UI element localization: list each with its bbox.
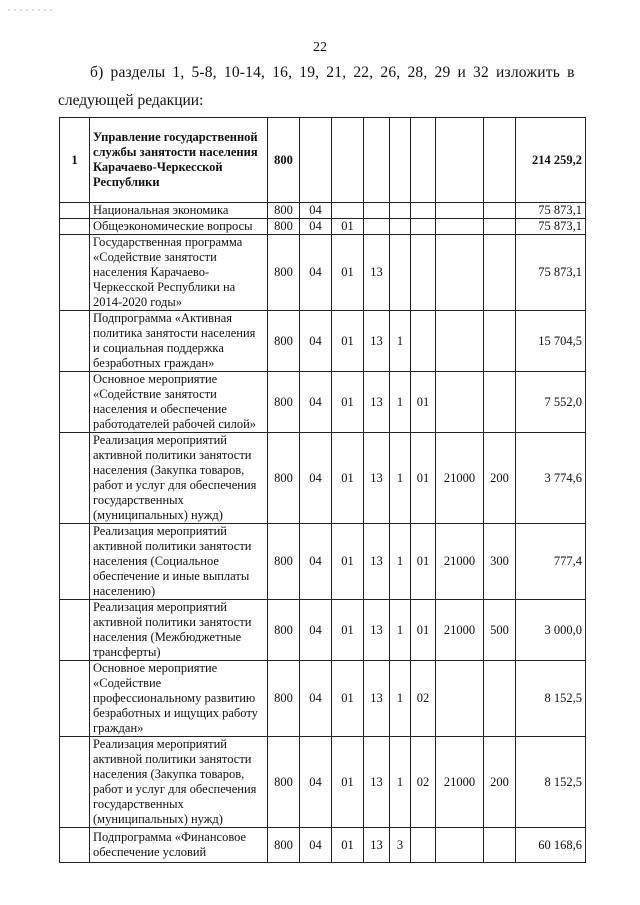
row-program-cell: 13 (364, 311, 390, 372)
row-subprogram-cell (390, 235, 411, 311)
page-number: 22 (313, 40, 327, 55)
row-grbs-cell: 800 (268, 235, 300, 311)
row-direction-cell (436, 828, 484, 863)
row-subsection-cell: 01 (332, 235, 364, 311)
row-direction-cell: 21000 (436, 524, 484, 600)
row-subsection-cell (332, 118, 364, 203)
row-event-cell (411, 311, 436, 372)
row-number-cell (60, 600, 90, 661)
row-section-cell: 04 (300, 235, 332, 311)
row-event-cell (411, 203, 436, 219)
row-subsection-cell: 01 (332, 219, 364, 235)
table-row (60, 737, 586, 828)
row-amount-cell: 8 152,5 (516, 661, 586, 737)
row-event-cell: 02 (411, 737, 436, 828)
row-direction-cell (436, 661, 484, 737)
table-row (60, 433, 586, 524)
row-amount-cell: 75 873,1 (516, 235, 586, 311)
row-expense-type-cell: 200 (484, 737, 516, 828)
row-name-cell: Общеэкономические вопросы (90, 219, 268, 235)
table-row (60, 661, 586, 737)
row-number-cell (60, 203, 90, 219)
row-program-cell: 13 (364, 828, 390, 863)
row-event-cell: 01 (411, 372, 436, 433)
table-row (60, 118, 586, 203)
row-subsection-cell: 01 (332, 828, 364, 863)
row-grbs-cell: 800 (268, 203, 300, 219)
row-number-cell (60, 737, 90, 828)
row-grbs-cell: 800 (268, 433, 300, 524)
row-direction-cell (436, 219, 484, 235)
row-subprogram-cell (390, 219, 411, 235)
row-amount-cell: 60 168,6 (516, 828, 586, 863)
row-subprogram-cell (390, 118, 411, 203)
row-section-cell: 04 (300, 311, 332, 372)
row-amount-cell: 3 000,0 (516, 600, 586, 661)
row-number-cell (60, 661, 90, 737)
row-subprogram-cell: 1 (390, 737, 411, 828)
row-subprogram-cell: 1 (390, 600, 411, 661)
row-program-cell (364, 118, 390, 203)
row-subprogram-cell: 1 (390, 524, 411, 600)
row-number-cell (60, 311, 90, 372)
row-section-cell: 04 (300, 828, 332, 863)
row-subsection-cell: 01 (332, 737, 364, 828)
row-subprogram-cell: 3 (390, 828, 411, 863)
row-number-cell: 1 (60, 118, 90, 203)
row-section-cell: 04 (300, 661, 332, 737)
table-row (60, 372, 586, 433)
row-subprogram-cell: 1 (390, 661, 411, 737)
row-expense-type-cell (484, 203, 516, 219)
row-expense-type-cell: 300 (484, 524, 516, 600)
row-direction-cell (436, 372, 484, 433)
row-event-cell: 01 (411, 433, 436, 524)
row-grbs-cell: 800 (268, 661, 300, 737)
row-expense-type-cell (484, 219, 516, 235)
row-name-cell: Реализация мероприятий активной политики занятости населения (Социальное обеспечение и иные выплаты населению) (90, 524, 268, 600)
row-name-cell: Реализация мероприятий активной политики занятости населения (Закупка товаров, работ и услуг для обеспечения государственных (муниципальных) нужд) (90, 433, 268, 524)
row-number-cell (60, 433, 90, 524)
row-grbs-cell: 800 (268, 828, 300, 863)
row-name-cell: Подпрограмма «Активная политика занятости населения и социальная поддержка безработных граждан» (90, 311, 268, 372)
row-direction-cell (436, 118, 484, 203)
row-subsection-cell: 01 (332, 600, 364, 661)
row-amount-cell: 8 152,5 (516, 737, 586, 828)
row-expense-type-cell: 200 (484, 433, 516, 524)
row-program-cell: 13 (364, 661, 390, 737)
row-section-cell: 04 (300, 372, 332, 433)
row-name-cell: Подпрограмма «Финансовое обеспечение условий (90, 828, 268, 863)
row-expense-type-cell (484, 372, 516, 433)
row-section-cell: 04 (300, 524, 332, 600)
table-row (60, 600, 586, 661)
row-grbs-cell: 800 (268, 600, 300, 661)
row-amount-cell: 214 259,2 (516, 118, 586, 203)
table-row (60, 235, 586, 311)
row-number-cell (60, 524, 90, 600)
row-direction-cell: 21000 (436, 737, 484, 828)
row-subsection-cell: 01 (332, 372, 364, 433)
row-direction-cell (436, 311, 484, 372)
row-event-cell: 01 (411, 524, 436, 600)
row-section-cell (300, 118, 332, 203)
row-name-cell: Национальная экономика (90, 203, 268, 219)
row-number-cell (60, 235, 90, 311)
row-expense-type-cell (484, 118, 516, 203)
intro-text-line-1: б) разделы 1, 5-8, 10-14, 16, 19, 21, 22, 26, 28, 29 и 32 изложить в (90, 64, 575, 81)
row-grbs-cell: 800 (268, 219, 300, 235)
row-program-cell: 13 (364, 372, 390, 433)
row-program-cell: 13 (364, 524, 390, 600)
row-subsection-cell: 01 (332, 524, 364, 600)
row-number-cell (60, 828, 90, 863)
row-subsection-cell: 01 (332, 311, 364, 372)
row-amount-cell: 75 873,1 (516, 219, 586, 235)
row-program-cell (364, 219, 390, 235)
row-direction-cell (436, 235, 484, 311)
row-subsection-cell (332, 203, 364, 219)
row-subsection-cell: 01 (332, 433, 364, 524)
table-row (60, 311, 586, 372)
row-subprogram-cell: 1 (390, 311, 411, 372)
row-name-cell: Основное мероприятие «Содействие занятости населения и обеспечение работодателей рабочей силой» (90, 372, 268, 433)
row-name-cell: Реализация мероприятий активной политики занятости населения (Закупка товаров, работ и услуг для обеспечения государственных (муниципальных) нужд) (90, 737, 268, 828)
row-section-cell: 04 (300, 600, 332, 661)
table-row (60, 203, 586, 219)
row-program-cell: 13 (364, 235, 390, 311)
row-expense-type-cell (484, 235, 516, 311)
row-event-cell (411, 219, 436, 235)
row-program-cell: 13 (364, 737, 390, 828)
row-program-cell (364, 203, 390, 219)
row-amount-cell: 3 774,6 (516, 433, 586, 524)
row-name-cell: Управление государственной службы занятости населения Карачаево-Черкесской Республики (90, 118, 268, 203)
row-amount-cell: 15 704,5 (516, 311, 586, 372)
row-name-cell: Реализация мероприятий активной политики занятости населения (Межбюджетные трансферты) (90, 600, 268, 661)
budget-table (59, 117, 586, 863)
row-expense-type-cell: 500 (484, 600, 516, 661)
row-event-cell (411, 828, 436, 863)
row-event-cell (411, 235, 436, 311)
row-event-cell: 01 (411, 600, 436, 661)
budget-table-body (60, 118, 586, 863)
table-row (60, 524, 586, 600)
row-grbs-cell: 800 (268, 737, 300, 828)
row-expense-type-cell (484, 311, 516, 372)
row-subprogram-cell (390, 203, 411, 219)
row-grbs-cell: 800 (268, 524, 300, 600)
row-section-cell: 04 (300, 433, 332, 524)
intro-text-line-2: следующей редакции: (58, 92, 204, 109)
row-direction-cell: 21000 (436, 600, 484, 661)
table-row (60, 219, 586, 235)
row-section-cell: 04 (300, 219, 332, 235)
row-amount-cell: 75 873,1 (516, 203, 586, 219)
row-section-cell: 04 (300, 737, 332, 828)
scan-artifact-mark (8, 6, 56, 14)
row-section-cell: 04 (300, 203, 332, 219)
row-direction-cell (436, 203, 484, 219)
table-row (60, 828, 586, 863)
row-subsection-cell: 01 (332, 661, 364, 737)
row-grbs-cell: 800 (268, 372, 300, 433)
row-amount-cell: 7 552,0 (516, 372, 586, 433)
row-grbs-cell: 800 (268, 311, 300, 372)
row-event-cell (411, 118, 436, 203)
row-number-cell (60, 372, 90, 433)
row-amount-cell: 777,4 (516, 524, 586, 600)
row-grbs-cell: 800 (268, 118, 300, 203)
row-direction-cell: 21000 (436, 433, 484, 524)
row-expense-type-cell (484, 661, 516, 737)
row-name-cell: Основное мероприятие «Содействие профессиональному развитию безработных и ищущих работу граждан» (90, 661, 268, 737)
row-subprogram-cell: 1 (390, 433, 411, 524)
row-expense-type-cell (484, 828, 516, 863)
row-program-cell: 13 (364, 600, 390, 661)
row-event-cell: 02 (411, 661, 436, 737)
row-number-cell (60, 219, 90, 235)
row-name-cell: Государственная программа «Содействие занятости населения Карачаево-Черкесской Республики на 2014-2020 годы» (90, 235, 268, 311)
row-program-cell: 13 (364, 433, 390, 524)
row-subprogram-cell: 1 (390, 372, 411, 433)
